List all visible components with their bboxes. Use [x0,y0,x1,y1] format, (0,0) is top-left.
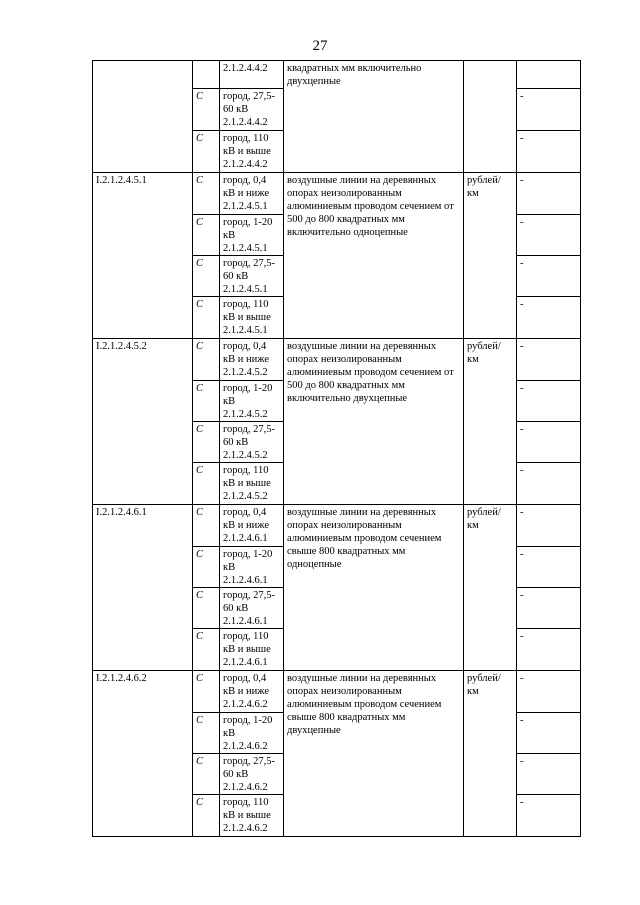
unit-cell [464,61,517,173]
value-cell: - [517,422,581,463]
subcategory-cell: город, 27,5-60 кВ 2.1.2.4.5.1 [220,256,284,297]
description-cell: квадратных мм включительно двухцепные [284,61,464,173]
code-cell: I.2.1.2.4.6.2 [93,671,193,837]
value-cell: - [517,131,581,173]
value-cell: - [517,297,581,339]
value-cell: - [517,339,581,381]
unit-cell: рублей/ км [464,339,517,505]
value-cell: - [517,89,581,131]
table-row [93,339,581,381]
category-cell: С [193,588,220,629]
subcategory-cell: город, 110 кВ и выше 2.1.2.4.4.2 [220,131,284,173]
category-cell: С [193,381,220,422]
value-cell: - [517,754,581,795]
page-number: 27 [312,38,328,54]
unit-cell: рублей/ км [464,671,517,837]
category-cell: С [193,547,220,588]
value-cell: - [517,381,581,422]
table-row [93,505,581,547]
unit-cell: рублей/ км [464,173,517,339]
category-cell: С [193,629,220,671]
category-cell: С [193,256,220,297]
subcategory-cell: город, 110 кВ и выше 2.1.2.4.6.1 [220,629,284,671]
value-cell: - [517,173,581,215]
description-cell: воздушные линии на деревянных опорах неизолированным алюминиевым проводом сечением свыше 800 квадратных мм одноцепные [284,505,464,671]
value-cell: - [517,215,581,256]
value-cell [517,61,581,89]
code-cell [93,61,193,173]
category-cell: С [193,795,220,837]
unit-cell: рублей/ км [464,505,517,671]
value-cell: - [517,671,581,713]
subcategory-cell: город, 27,5-60 кВ 2.1.2.4.4.2 [220,89,284,131]
value-cell: - [517,547,581,588]
category-cell: С [193,754,220,795]
category-cell: С [193,173,220,215]
category-cell: С [193,89,220,131]
subcategory-cell: город, 0,4 кВ и ниже 2.1.2.4.5.1 [220,173,284,215]
category-cell: С [193,297,220,339]
description-cell: воздушные линии на деревянных опорах неизолированным алюминиевым проводом сечением свыше 800 квадратных мм двухцепные [284,671,464,837]
code-cell: I.2.1.2.4.6.1 [93,505,193,671]
tariff-table [92,60,581,837]
table-row [93,173,581,215]
description-cell: воздушные линии на деревянных опорах неизолированным алюминиевым проводом сечением от 500 до 800 квадратных мм включительно двухцепные [284,339,464,505]
subcategory-cell: город, 110 кВ и выше 2.1.2.4.5.1 [220,297,284,339]
subcategory-cell: город, 0,4 кВ и ниже 2.1.2.4.6.2 [220,671,284,713]
category-cell: С [193,131,220,173]
value-cell: - [517,588,581,629]
subcategory-cell: город, 0,4 кВ и ниже 2.1.2.4.5.2 [220,339,284,381]
category-cell: С [193,215,220,256]
subcategory-cell: город, 27,5-60 кВ 2.1.2.4.5.2 [220,422,284,463]
table-row [93,671,581,713]
subcategory-cell: город, 27,5-60 кВ 2.1.2.4.6.1 [220,588,284,629]
table-row [93,61,581,89]
value-cell: - [517,795,581,837]
category-cell: С [193,422,220,463]
subcategory-cell: город, 1-20 кВ 2.1.2.4.6.1 [220,547,284,588]
category-cell: С [193,339,220,381]
value-cell: - [517,713,581,754]
value-cell: - [517,629,581,671]
category-cell: С [193,671,220,713]
subcategory-cell: город, 110 кВ и выше 2.1.2.4.6.2 [220,795,284,837]
value-cell: - [517,505,581,547]
subcategory-cell: город, 1-20 кВ 2.1.2.4.5.1 [220,215,284,256]
category-cell: С [193,713,220,754]
subcategory-cell: город, 1-20 кВ 2.1.2.4.5.2 [220,381,284,422]
subcategory-cell: город, 110 кВ и выше 2.1.2.4.5.2 [220,463,284,505]
subcategory-cell: 2.1.2.4.4.2 [220,61,284,89]
category-cell [193,61,220,89]
category-cell: С [193,505,220,547]
subcategory-cell: город, 1-20 кВ 2.1.2.4.6.2 [220,713,284,754]
value-cell: - [517,256,581,297]
value-cell: - [517,463,581,505]
subcategory-cell: город, 0,4 кВ и ниже 2.1.2.4.6.1 [220,505,284,547]
category-cell: С [193,463,220,505]
subcategory-cell: город, 27,5-60 кВ 2.1.2.4.6.2 [220,754,284,795]
code-cell: I.2.1.2.4.5.1 [93,173,193,339]
code-cell: I.2.1.2.4.5.2 [93,339,193,505]
description-cell: воздушные линии на деревянных опорах неизолированным алюминиевым проводом сечением от 500 до 800 квадратных мм включительно одноцепные [284,173,464,339]
